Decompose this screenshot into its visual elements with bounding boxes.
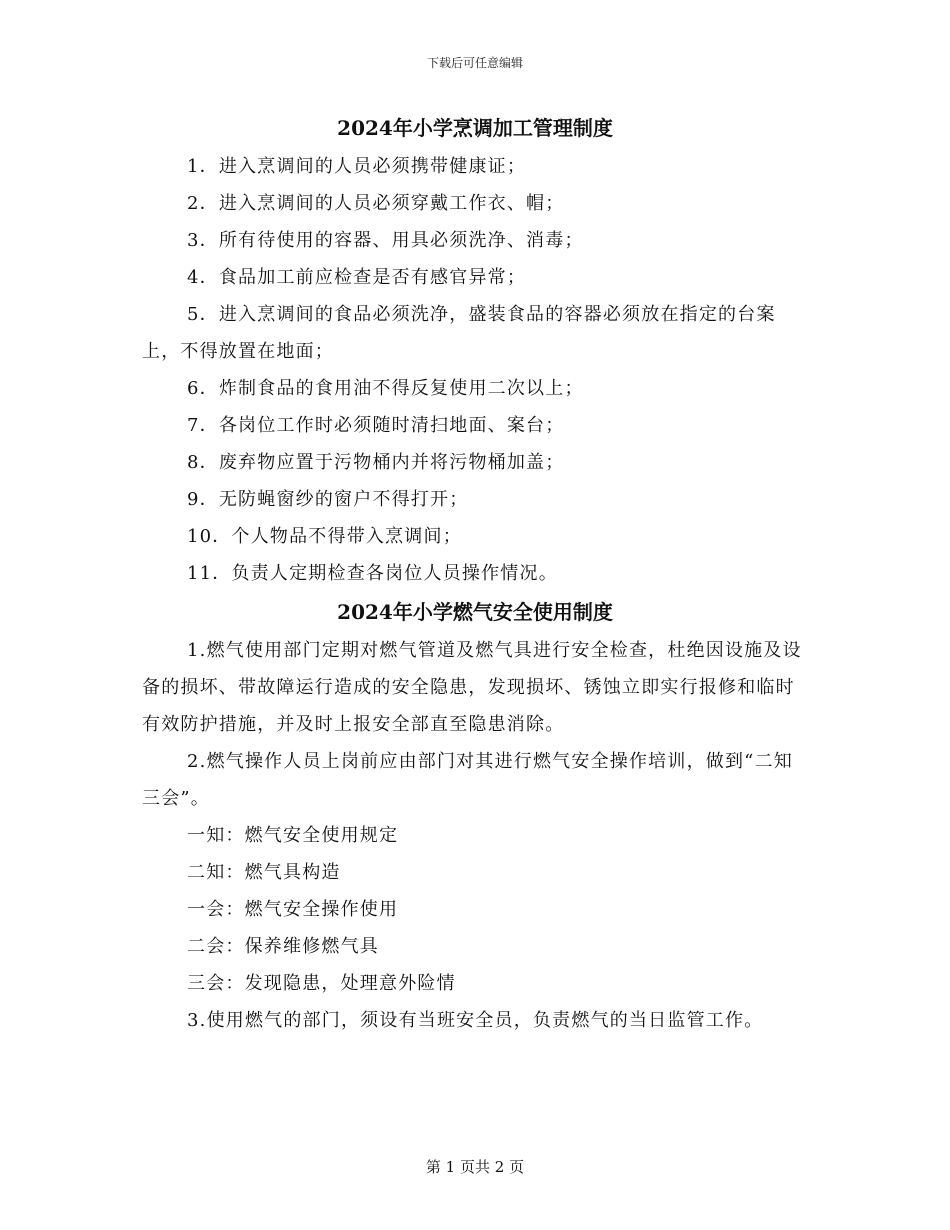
section2-title: 2024年小学燃气安全使用制度 <box>337 600 613 624</box>
header-note: 下载后可任意编辑 <box>426 56 523 70</box>
section2-item: 三会：发现隐患，处理意外险情 <box>187 973 456 994</box>
section2-item: 一会：燃气安全操作使用 <box>187 899 399 920</box>
section1-item: 11．负责人定期检查各岗位人员操作情况。 <box>187 563 558 584</box>
section1-item: 5．进入烹调间的食品必须洗净，盛装食品的容器必须放在指定的台案上，不得放置在地面； <box>142 304 776 362</box>
section1-item: 8．废弃物应置于污物桶内并将污物桶加盖； <box>187 452 565 473</box>
section1-title: 2024年小学烹调加工管理制度 <box>337 116 613 140</box>
section1-item: 7．各岗位工作时必须随时清扫地面、案台； <box>187 415 565 436</box>
section1-item: 4．食品加工前应检查是否有感官异常； <box>187 267 527 288</box>
section1-item: 10．个人物品不得带入烹调间； <box>187 526 462 547</box>
section1-item: 9．无防蝇窗纱的窗户不得打开； <box>187 489 469 510</box>
section2-item: 1.燃气使用部门定期对燃气管道及燃气具进行安全检查，杜绝因设施及设备的损坏、带故障运行造成的安全隐患，发现损坏、锈蚀立即实行报修和临时有效防护措施，并及时上报安全部直至隐患消除。 <box>142 640 802 735</box>
section2-item: 二会：保养维修燃气具 <box>187 936 379 957</box>
section1-item: 2．进入烹调间的人员必须穿戴工作衣、帽； <box>187 193 565 214</box>
document-body <box>142 108 808 1039</box>
section2-item: 二知：燃气具构造 <box>187 862 341 883</box>
section1-item: 6．炸制食品的食用油不得反复使用二次以上； <box>187 378 584 399</box>
section2-item: 3.使用燃气的部门，须设有当班安全员，负责燃气的当日监管工作。 <box>187 1010 764 1031</box>
section1-item: 1．进入烹调间的人员必须携带健康证； <box>187 156 527 177</box>
section2-item: 一知：燃气安全使用规定 <box>187 825 399 846</box>
page-number: 第 1 页共 2 页 <box>425 1158 525 1176</box>
section2-item: 2.燃气操作人员上岗前应由部门对其进行燃气安全操作培训，做到“二知三会”。 <box>142 751 793 809</box>
section1-item: 3．所有待使用的容器、用具必须洗净、消毒； <box>187 230 584 251</box>
